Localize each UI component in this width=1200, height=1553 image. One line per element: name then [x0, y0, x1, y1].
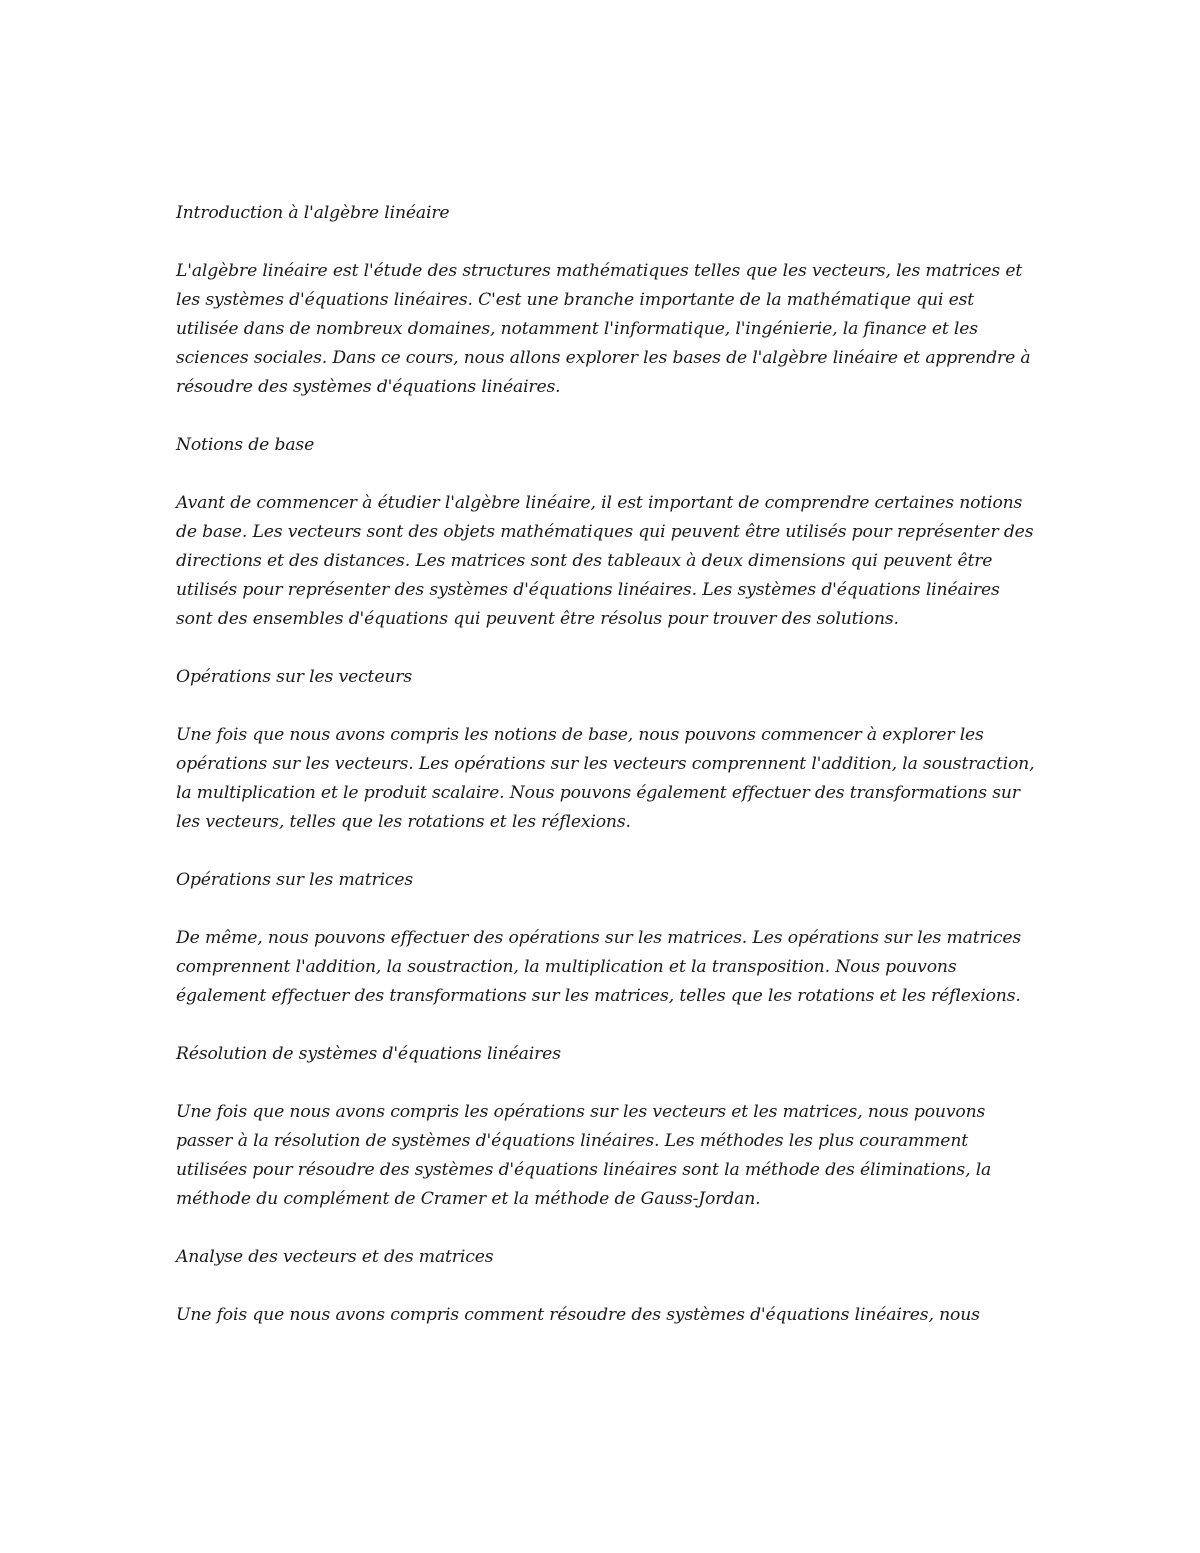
- section-paragraph: L'algèbre linéaire est l'étude des structures mathématiques telles que les vecteurs, les matrices et les systèmes d'équations linéaires. C'est une branche importante de la mathématique qui est utilisée dans de nombreux domaines, notamment l'informatique, l'ingénierie, la finance et les sciences sociales. Dans ce cours, nous allons explorer les bases de l'algèbre linéaire et apprendre à résoudre des systèmes d'équations linéaires.: [176, 261, 1031, 397]
- section-heading: Introduction à l'algèbre linéaire: [176, 203, 450, 223]
- section-paragraph: De même, nous pouvons effectuer des opérations sur les matrices. Les opérations sur les matrices comprennent l'addition, la soustraction, la multiplication et la transposition. Nous pouvons également effectuer des transformations sur les matrices, telles que les rotations et les réflexions.: [176, 928, 1022, 1006]
- section-heading: Opérations sur les vecteurs: [176, 667, 412, 687]
- section-paragraph: Avant de commencer à étudier l'algèbre linéaire, il est important de comprendre certaines notions de base. Les vecteurs sont des objets mathématiques qui peuvent être utilisés pour représenter des directions et des distances. Les matrices sont des tableaux à deux dimensions qui peuvent être utilisés pour représenter des systèmes d'équations linéaires. Les systèmes d'équations linéaires sont des ensembles d'équations qui peuvent être résolus pour trouver des solutions.: [176, 493, 1034, 629]
- section-heading: Notions de base: [176, 435, 315, 455]
- section-paragraph: Une fois que nous avons compris les notions de base, nous pouvons commencer à explorer les opérations sur les vecteurs. Les opérations sur les vecteurs comprennent l'addition, la soustraction, la multiplication et le produit scalaire. Nous pouvons également effectuer des transformations sur les vecteurs, telles que les rotations et les réflexions.: [176, 725, 1035, 832]
- section-heading: Opérations sur les matrices: [176, 870, 414, 890]
- section-paragraph: Une fois que nous avons compris comment résoudre des systèmes d'équations linéaires, nous: [176, 1305, 980, 1325]
- section-paragraph: Une fois que nous avons compris les opérations sur les vecteurs et les matrices, nous pouvons passer à la résolution de systèmes d'équations linéaires. Les méthodes les plus couramment utilisées pour résoudre des systèmes d'équations linéaires sont la méthode des éliminations, la méthode du complément de Cramer et la méthode de Gauss-Jordan.: [176, 1102, 992, 1209]
- section-heading: Résolution de systèmes d'équations linéaires: [176, 1044, 561, 1064]
- document-body: [176, 199, 1036, 1359]
- section-heading: Analyse des vecteurs et des matrices: [176, 1247, 494, 1267]
